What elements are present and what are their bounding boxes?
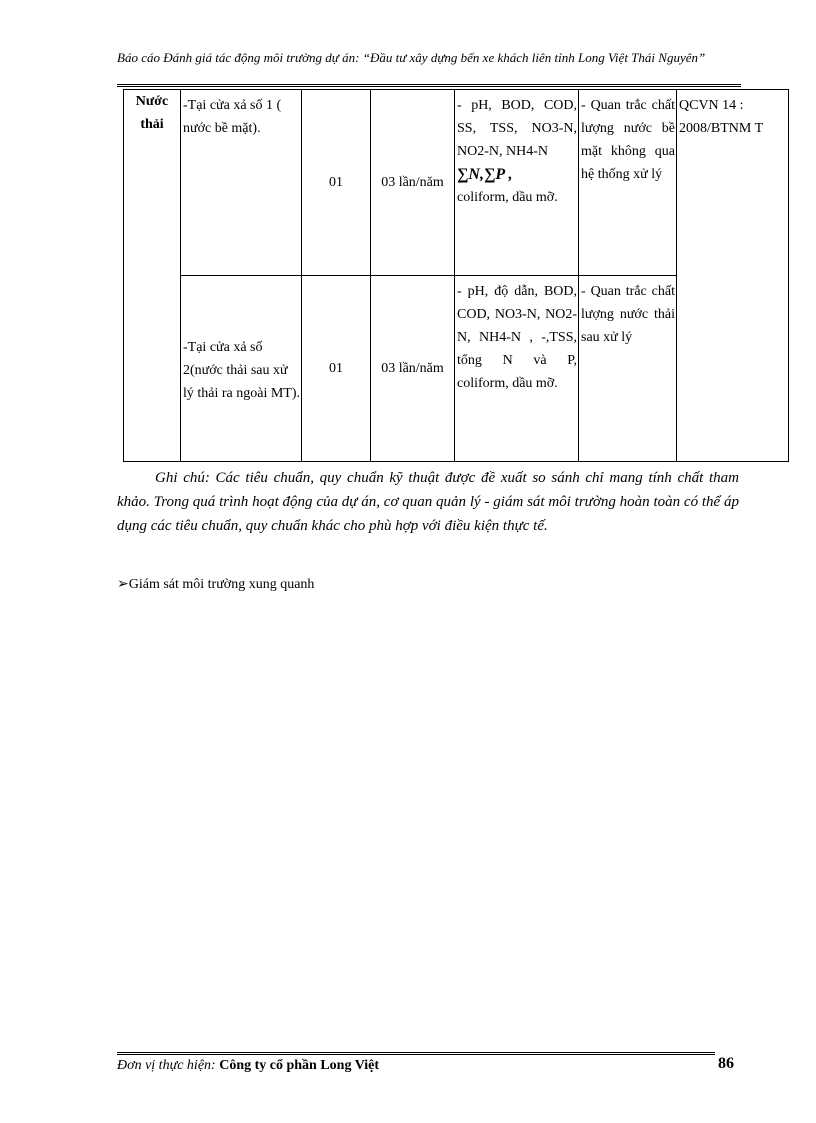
count-cell: 01 (302, 276, 371, 462)
position-cell: -Tại cửa xả số 2(nước thải sau xử lý thải ra ngoài MT). (181, 276, 302, 462)
footer (117, 1058, 379, 1074)
parameters-tail: coliform, dầu mỡ. (457, 190, 558, 205)
note-paragraph: Ghi chú: Các tiêu chuẩn, quy chuẩn kỹ thuật được đề xuất so sánh chỉ mang tính chất tham khảo. Trong quá trình hoạt động của dự án, cơ quan quản lý - giám sát môi trường hoàn toàn có thể áp dụng các tiêu chuẩn, quy chuẩn khác cho phù hợp với điều kiện thực tế. (117, 470, 739, 534)
position-cell: -Tại cửa xả số 1 ( nước bề mặt). (181, 90, 302, 276)
standard-cell: QCVN 14 : 2008/BTNM T (677, 90, 789, 462)
bullet-heading: ➢Giám sát môi trường xung quanh (117, 577, 315, 592)
footer-company: Công ty cổ phần Long Việt (219, 1058, 380, 1073)
method-cell: - Quan trắc chất lượng nước thải sau xử lý (579, 276, 677, 462)
parameters-cell (455, 90, 579, 276)
table-row (124, 90, 789, 276)
footer-rule (117, 1052, 715, 1055)
count-cell: 01 (302, 90, 371, 276)
page-header: Báo cáo Đánh giá tác động môi trường dự án: “Đầu tư xây dựng bến xe khách liên tỉnh Long Việt Thái Nguyên” (117, 50, 706, 65)
parameters-cell: - pH, độ dẫn, BOD, COD, NO3-N, NO2-N, NH4-N , -,TSS, tổng N và P, coliform, dầu mỡ. (455, 276, 579, 462)
page-number: 86 (718, 1055, 734, 1072)
parameters-text: - pH, BOD, COD, SS, TSS, NO3-N, NO2-N, NH4-N (457, 98, 577, 159)
method-cell: - Quan trắc chất lượng nước bề mặt không qua hệ thống xử lý (579, 90, 677, 276)
sigma-formula: ∑N,∑P , (457, 166, 513, 183)
footer-label: Đơn vị thực hiện: (117, 1058, 216, 1073)
group-label: Nước thải (124, 90, 181, 462)
frequency-cell: 03 lần/năm (371, 90, 455, 276)
header-rule (117, 84, 741, 87)
frequency-cell: 03 lần/năm (371, 276, 455, 462)
monitoring-table (123, 89, 789, 462)
